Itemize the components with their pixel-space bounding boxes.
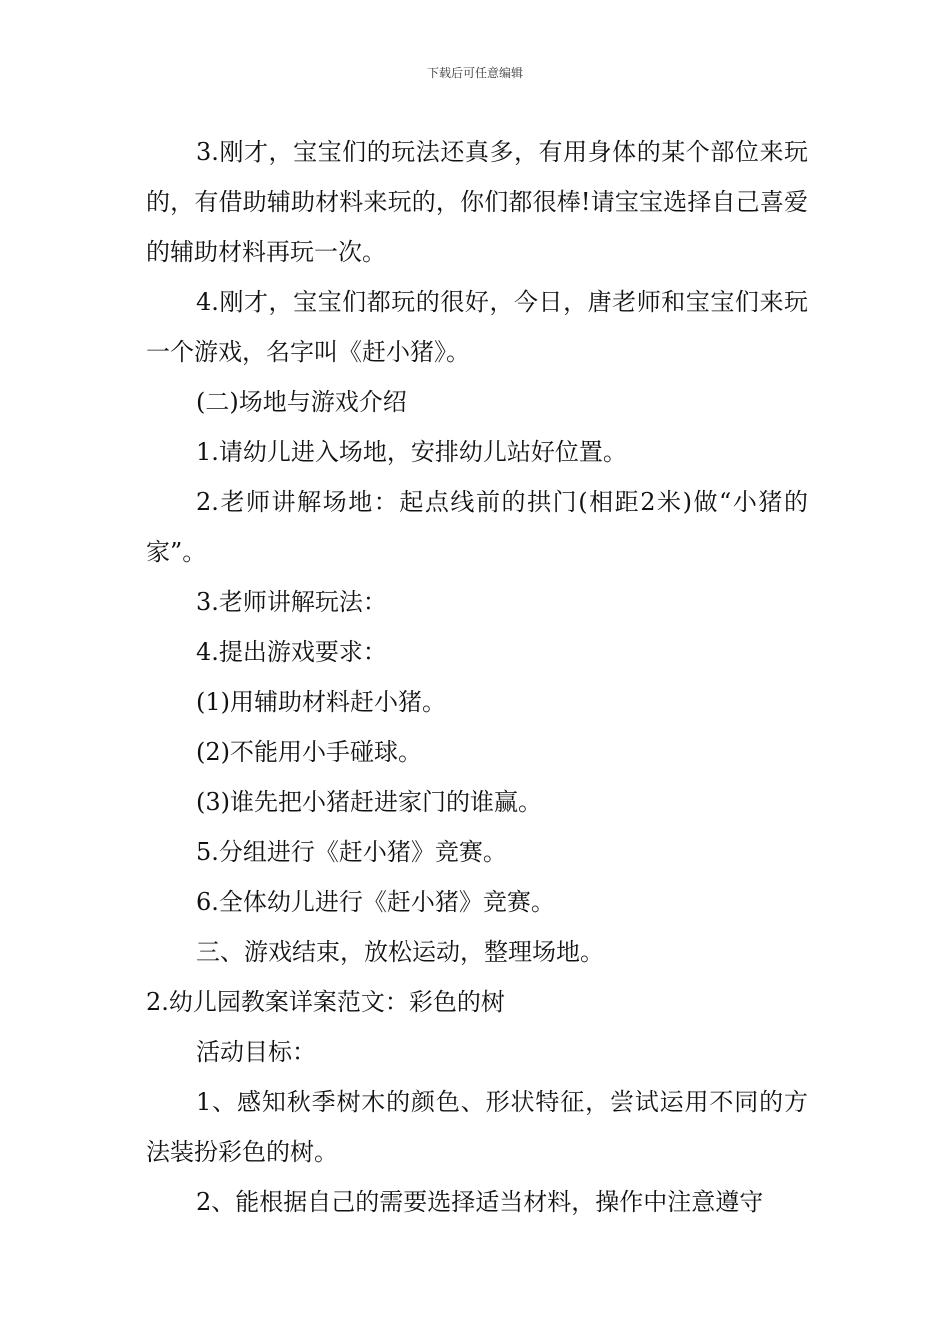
paragraph: 4.刚才，宝宝们都玩的很好，今日，唐老师和宝宝们来玩一个游戏，名字叫《赶小猪》。 — [146, 288, 808, 366]
paragraph: 1.请幼儿进入场地，安排幼儿站好位置。 — [196, 438, 627, 466]
list-item: (3)谁先把小猪赶进家门的谁赢。 — [196, 788, 542, 816]
article-title: 2.幼儿园教案详案范文：彩色的树 — [146, 988, 505, 1016]
paragraph: 3.老师讲解玩法： — [196, 588, 387, 616]
section-heading: (二)场地与游戏介绍 — [196, 388, 407, 416]
section-heading: 活动目标： — [196, 1038, 316, 1066]
paragraph: 4.提出游戏要求： — [196, 638, 387, 666]
document-body — [146, 127, 808, 1227]
section-heading: 三、游戏结束，放松运动，整理场地。 — [196, 938, 604, 966]
paragraph: 5.分组进行《赶小猪》竞赛。 — [196, 838, 507, 866]
list-item: (2)不能用小手碰球。 — [196, 738, 422, 766]
page-header-note: 下载后可任意编辑 — [426, 66, 523, 80]
paragraph: 2.老师讲解场地：起点线前的拱门(相距2米)做“小猪的家”。 — [146, 488, 808, 566]
paragraph: 1、感知秋季树木的颜色、形状特征，尝试运用不同的方法装扮彩色的树。 — [146, 1088, 808, 1166]
paragraph: 2、能根据自己的需要选择适当材料，操作中注意遵守 — [196, 1188, 764, 1216]
list-item: (1)用辅助材料赶小猪。 — [196, 688, 446, 716]
paragraph: 3.刚才，宝宝们的玩法还真多，有用身体的某个部位来玩的，有借助辅助材料来玩的，你们都很棒!请宝宝选择自己喜爱的辅助材料再玩一次。 — [146, 138, 808, 266]
paragraph: 6.全体幼儿进行《赶小猪》竞赛。 — [196, 888, 555, 916]
